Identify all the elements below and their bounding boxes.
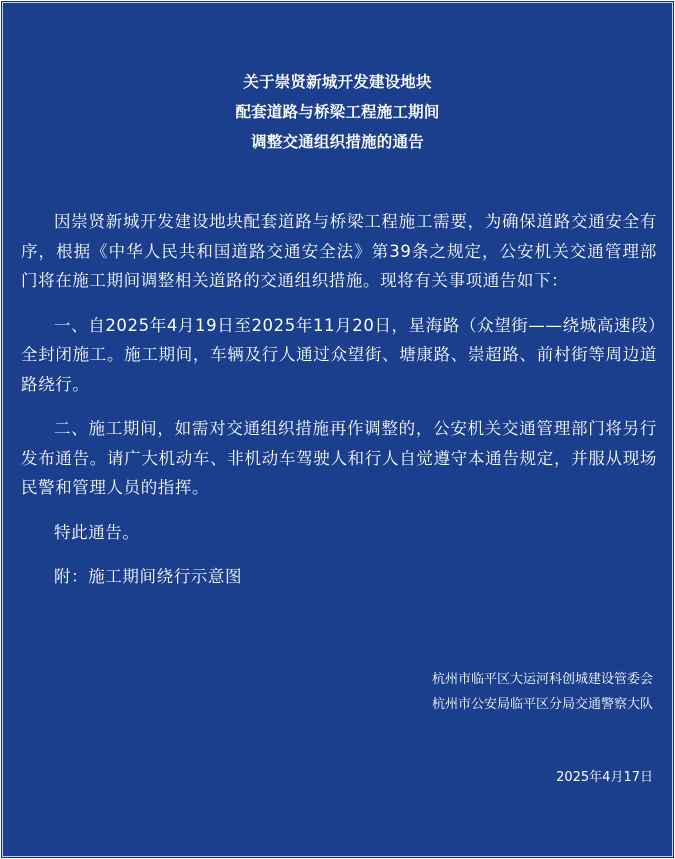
issuer-2: 杭州市公安局临平区分局交通警察大队	[431, 697, 653, 712]
closing-paragraph: 特此通告。	[54, 522, 140, 542]
issuer-1: 杭州市临平区大运河科创城建设管委会	[431, 672, 653, 687]
issuer-block	[432, 667, 653, 717]
intro-paragraph: 因崇贤新城开发建设地块配套道路与桥梁工程施工需要，为确保道路交通安全有序，根据《中华人民共和国道路交通安全法》第39条之规定，公安机关交通管理部门将在施工期间调整相关道路的交通组织措施。现将有关事项通告如下：	[21, 212, 657, 290]
notice-panel	[2, 2, 673, 857]
title-line-2: 配套道路与桥梁工程施工期间	[235, 103, 440, 121]
issue-date: 2025年4月17日	[556, 770, 653, 785]
item-2-paragraph: 二、施工期间，如需对交通组织措施再作调整的，公安机关交通管理部门将另行发布通告。请广大机动车、非机动车驾驶人和行人自觉遵守本通告规定，并服从现场民警和管理人员的指挥。	[21, 419, 657, 497]
attachment-paragraph: 附：施工期间绕行示意图	[54, 567, 243, 586]
item-1-paragraph: 一、自2025年4月19日至2025年11月20日，星海路（众望街——绕城高速段）全封闭施工。施工期间，车辆及行人通过众望街、塘康路、崇超路、前村街等周边道路绕行。	[21, 315, 657, 394]
title-line-1: 关于崇贤新城开发建设地块	[243, 73, 432, 91]
notice-body	[21, 207, 657, 607]
notice-title	[3, 67, 672, 157]
title-line-3: 调整交通组织措施的通告	[251, 133, 424, 151]
